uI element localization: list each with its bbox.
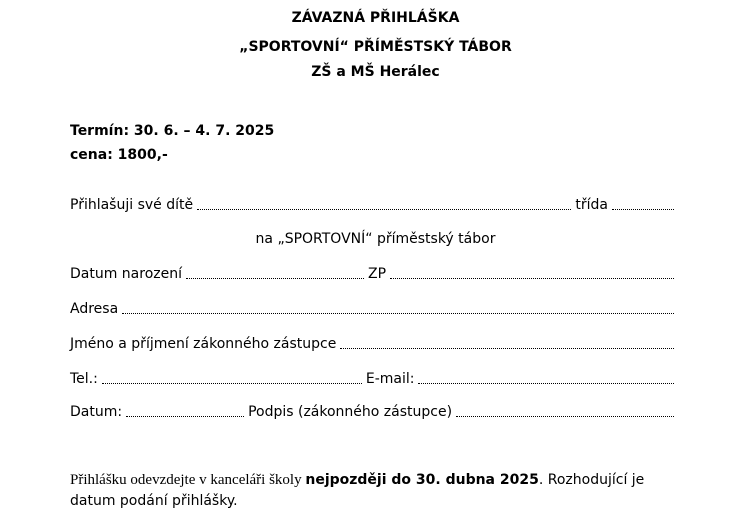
dob-field[interactable]: [186, 277, 364, 279]
price: cena: 1800,-: [70, 147, 168, 163]
submission-note: [70, 470, 670, 512]
address-label: Adresa: [70, 301, 119, 317]
child-name-field[interactable]: [197, 208, 571, 210]
guardian-field[interactable]: [340, 347, 674, 349]
insurance-field[interactable]: [390, 277, 674, 279]
date-label: Datum:: [70, 404, 123, 420]
phone-field[interactable]: [102, 382, 362, 384]
class-label: třída: [575, 197, 608, 213]
birth-row: [70, 262, 674, 284]
dob-label: Datum narození: [70, 266, 182, 282]
email-label: E-mail:: [365, 371, 415, 387]
email-field[interactable]: [418, 382, 674, 384]
guardian-row: [70, 332, 674, 354]
school-name: ZŠ a MŠ Herálec: [311, 64, 440, 80]
camp-name: „SPORTOVNÍ“ PŘÍMĚSTSKÝ TÁBOR: [239, 39, 512, 55]
signature-label: Podpis (zákonného zástupce): [248, 404, 453, 420]
address-field[interactable]: [122, 312, 674, 314]
child-label: Přihlašuji své dítě: [70, 197, 194, 213]
child-row: [70, 193, 674, 215]
note-text-end: . Rozhodující je datum podání přihlášky.: [70, 472, 645, 509]
contact-row: [70, 367, 674, 389]
address-row: [70, 297, 674, 319]
note-text-start: Přihlášku odevzdejte v kanceláři školy: [70, 472, 306, 488]
insurance-label: ZP: [368, 266, 387, 282]
form-title: ZÁVAZNÁ PŘIHLÁŠKA: [291, 10, 460, 26]
signature-row: [70, 400, 674, 422]
guardian-label: Jméno a příjmení zákonného zástupce: [70, 336, 337, 352]
term-dates: Termín: 30. 6. – 4. 7. 2025: [70, 123, 275, 139]
signature-field[interactable]: [456, 415, 674, 417]
camp-line: na „SPORTOVNÍ“ příměstský tábor: [255, 231, 496, 247]
class-field[interactable]: [612, 208, 674, 210]
date-field[interactable]: [126, 415, 244, 417]
note-deadline: nejpozději do 30. dubna 2025: [305, 472, 539, 488]
phone-label: Tel.:: [70, 371, 98, 387]
